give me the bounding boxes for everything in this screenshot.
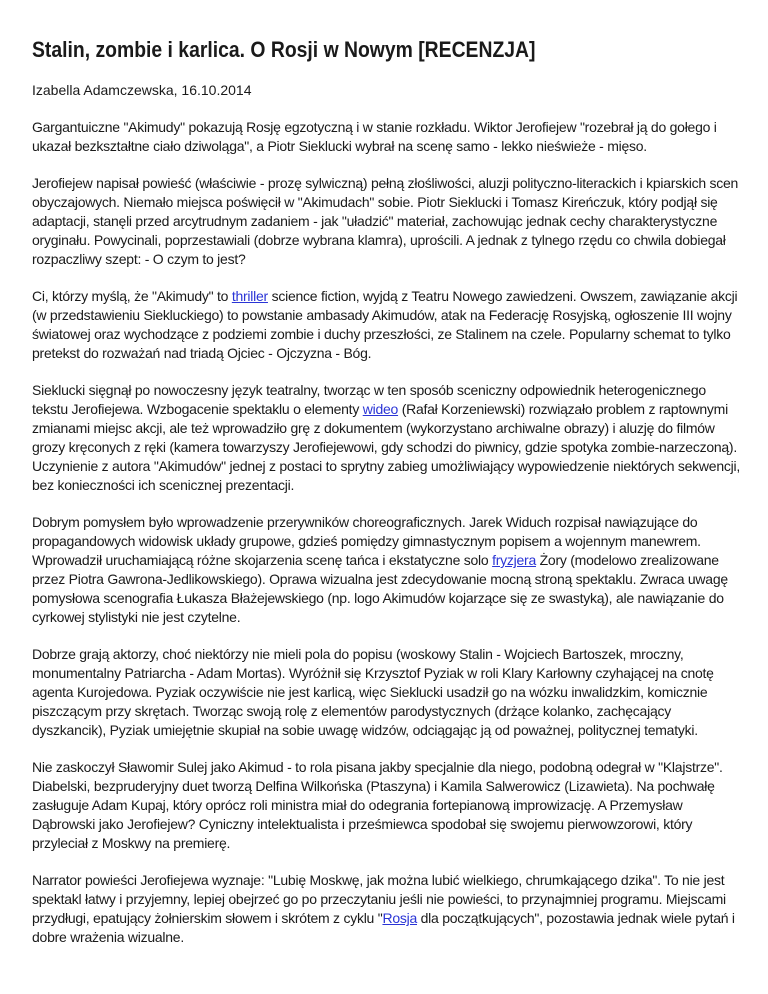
paragraph-8-text-a: Narrator powieści Jerofiejewa wyznaje: "Lubię Moskwę, jak można lubić wielkiego, chrumkającego dzika". To nie jest spektakl łatwy i przyjemny, lepiej obejrzeć go po przeczytaniu jeśli nie powieści, to przynajmniej programu. Miejscami przydługi, epatujący żołnierskim słowem i skrótem z cyklu " [32,872,726,926]
paragraph-4-text-a: Sieklucki sięgnął po nowoczesny język teatralny, tworząc w ten sposób sceniczny odpowiednik heterogenicznego tekstu Jerofiejewa. Wzbogacenie spektaklu o elementy [32,382,706,417]
rosja-link[interactable]: Rosja [382,910,417,926]
paragraph-8 [32,871,744,947]
paragraph-3-text-b: science fiction, wyjdą z Teatru Nowego zawiedzeni. Owszem, zawiązanie akcji (w przedstawieniu Siekluckiego) to powstanie ambasady Akimudów, atak na Federację Rosyjską, ogłoszenie III wojny światowej oraz wychodzące z podziemi zombie i duchy przeszłości, ze Stalinem na czele. Popularny schemat to tylko pretekst do rozważań nad triadą Ojciec - Ojczyzna - Bóg. [32,288,738,361]
paragraph-4-text-b: (Rafał Korzeniewski) rozwiązało problem z raptownymi zmianami miejsc akcji, ale też wprowadziło grę z dokumentem (wykorzystano archiwalne obrazy) i aluzję do filmów grozy kręconych z ręki (kamera towarzyszy Jerofiejewowi, gdy schodzi do piwnicy, gdzie spotyka zombie-narzeczoną). Uczynienie z autora "Akimudów" jednej z postaci to sprytny zabieg umożliwiający wypowiedzenie niektórych sekwencji, bez konieczności ich scenicznej prezentacji. [32,401,740,493]
paragraph-5-text-a: Dobrym pomysłem było wprowadzenie przerywników choreograficznych. Jarek Widuch rozpisał nawiązujące do propagandowych widowisk układy grupowe, gdzieś pomiędzy gimnastycznym popisem a wojennym manewrem. Wprowadził uruchamiającą różne skojarzenia scenę tańca i ekstatyczne solo [32,514,701,568]
thriller-link[interactable]: thriller [231,288,268,304]
article-byline: Izabella Adamczewska, 16.10.2014 [32,82,252,98]
paragraph-7: Nie zaskoczył Sławomir Sulej jako Akimud - to rola pisana jakby specjalnie dla niego, podobną odegrał w "Klajstrze". Diabelski, bezpruderyjny duet tworzą Delfina Wilkońska (Ptaszyna) i Kamila Salwerowicz (Lizawieta). Na pochwałę zasługuje Adam Kupaj, który oprócz roli ministra miał do odegrania fortepianową improwizację. A Przemysław Dąbrowski jako Jerofiejew? Cyniczny intelektualista i prześmiewca spodobał się swojemu pierwowzorowi, który przyleciał z Moskwy na premierę. [32,759,723,851]
paragraph-3-text-a: Ci, którzy myślą, że "Akimudy" to [32,288,232,304]
paragraph-6: Dobrze grają aktorzy, choć niektórzy nie mieli pola do popisu (woskowy Stalin - Wojciech Bartoszek, mroczny, monumentalny Patriarcha - Adam Mortas). Wyróżnił się Krzysztof Pyziak w roli Klary Karłowny czyhającej na cnotę agenta Kurojedowa. Pyziak oczywiście nie jest karlicą, więc Sieklucki usadził go na wózku inwalidzkim, komicznie piszczącym przy skrętach. Tworząc swoją rolę z elementów parodystycznych (drżące kolanko, zachęcający dyszkancik), Pyziak umiejętnie skupiał na sobie uwagę widzów, odciągając ją od poważnej, politycznej tematyki. [32,646,714,738]
paragraph-4 [32,381,744,495]
article-title: Stalin, zombie i karlica. O Rosji w Nowym [RECENZJA] [32,37,536,62]
paragraph-1: Gargantuiczne "Akimudy" pokazują Rosję egzotyczną i w stanie rozkładu. Wiktor Jerofiejew "rozebrał ją do gołego i ukazał bezkształtne ciało dziwoląga", a Piotr Sieklucki wybrał na scenę samo - lekko nieświeże - mięso. [32,119,717,154]
wideo-link[interactable]: wideo [362,401,399,417]
paragraph-3 [32,287,744,363]
paragraph-5-text-b: Żory (modelowo zrealizowane przez Piotra Gawrona-Jedlikowskiego). Oprawa wizualna jest zdecydowanie mocną stroną spektaklu. Zwraca uwagę pomysłowa scenografia Łukasza Błażejewskiego (np. logo Akimudów kojarzące się ze swastyką), ale nawiązanie do cyrkowej stylistyki nie jest czytelne. [32,552,728,625]
paragraph-5 [32,513,744,627]
fryzjera-link[interactable]: fryzjera [492,552,536,568]
paragraph-8-text-b: dla początkujących", pozostawia jednak wiele pytań i dobre wrażenia wizualne. [32,910,735,945]
paragraph-2: Jerofiejew napisał powieść (właściwie - prozę sylwiczną) pełną złośliwości, aluzji polityczno-literackich i kpiarskich scen obyczajowych. Niemało miejsca poświęcił w "Akimudach" sobie. Piotr Sieklucki i Tomasz Kireńczuk, który podjął się adaptacji, stanęli przed arcytrudnym zadaniem - jak "uładzić" materiał, zachowując jednak cechy charakterystyczne oryginału. Powycinali, poprzestawiali (dobrze wybrana klamra), uprościli. A jednak z tylnego rzędu co chwila dobiegał rozpaczliwy szept: - O czym to jest? [32,175,739,267]
